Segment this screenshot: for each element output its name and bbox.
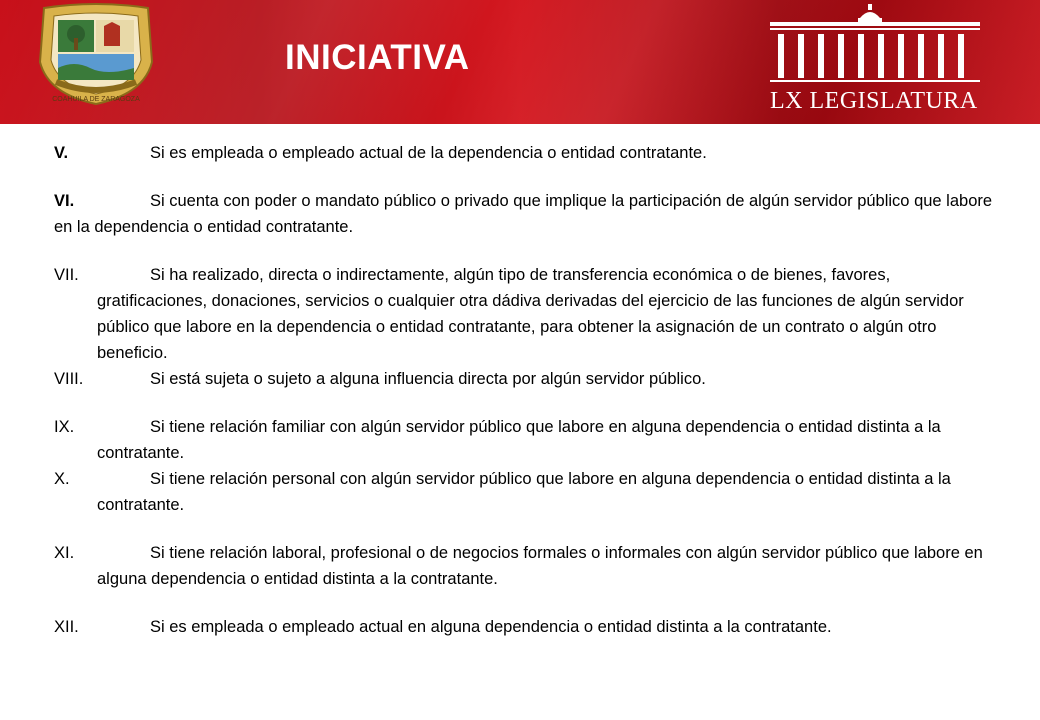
page-title: INICIATIVA [285,38,470,77]
item-text: Si tiene relación personal con algún servidor público que labore en alguna dependencia o entidad distinta a la contratante. [97,470,951,514]
list-item-ix [54,414,1004,466]
shield-text: COAHUILA DE ZARAGOZA [52,96,140,103]
list-item-xii [54,614,1004,640]
item-number: XII. [54,618,79,636]
item-text: Si está sujeta o sujeto a alguna influencia directa por algún servidor público. [150,370,706,388]
list-item-x [54,466,1004,518]
list-item-v [54,140,1004,166]
list-item-viii [54,366,1004,392]
item-text: Si tiene relación familiar con algún servidor público que labore en alguna dependencia o entidad distinta a la contratante. [97,418,941,462]
item-number: VIII. [54,370,84,388]
coahuila-shield-logo [34,2,158,106]
item-number: IX. [54,418,75,436]
item-text: Si es empleada o empleado actual de la dependencia o entidad contratante. [150,144,707,162]
item-text: Si tiene relación laboral, profesional o de negocios formales o informales con algún servidor público que labore en alguna dependencia o entidad distinta a la contratante. [97,544,983,588]
item-number: V. [54,144,69,162]
item-number: XI. [54,544,75,562]
legislature-label: LX LEGISLATURA [770,88,978,114]
document-body [54,140,1004,640]
item-number: X. [54,470,70,488]
item-text: Si cuenta con poder o mandato público o privado que implique la participación de algún servidor público que labore en la dependencia o entidad contratante. [54,192,993,236]
list-item-xi [54,540,1004,592]
list-item-vii [54,262,1004,366]
item-text: Si es empleada o empleado actual en alguna dependencia o entidad distinta a la contratante. [150,618,832,636]
list-item-vi [54,188,1004,240]
item-number: VI. [54,192,75,210]
item-text: Si ha realizado, directa o indirectamente, algún tipo de transferencia económica o de bienes, favores, gratificaciones, donaciones, servicios o cualquier otra dádiva derivadas del ejercicio de las funciones de algún servidor público que labore en la dependencia o entidad contratante, para obtener la asignación de un contrato o algún otro beneficio. [97,266,964,362]
header-banner [0,0,1040,124]
item-number: VII. [54,266,79,284]
